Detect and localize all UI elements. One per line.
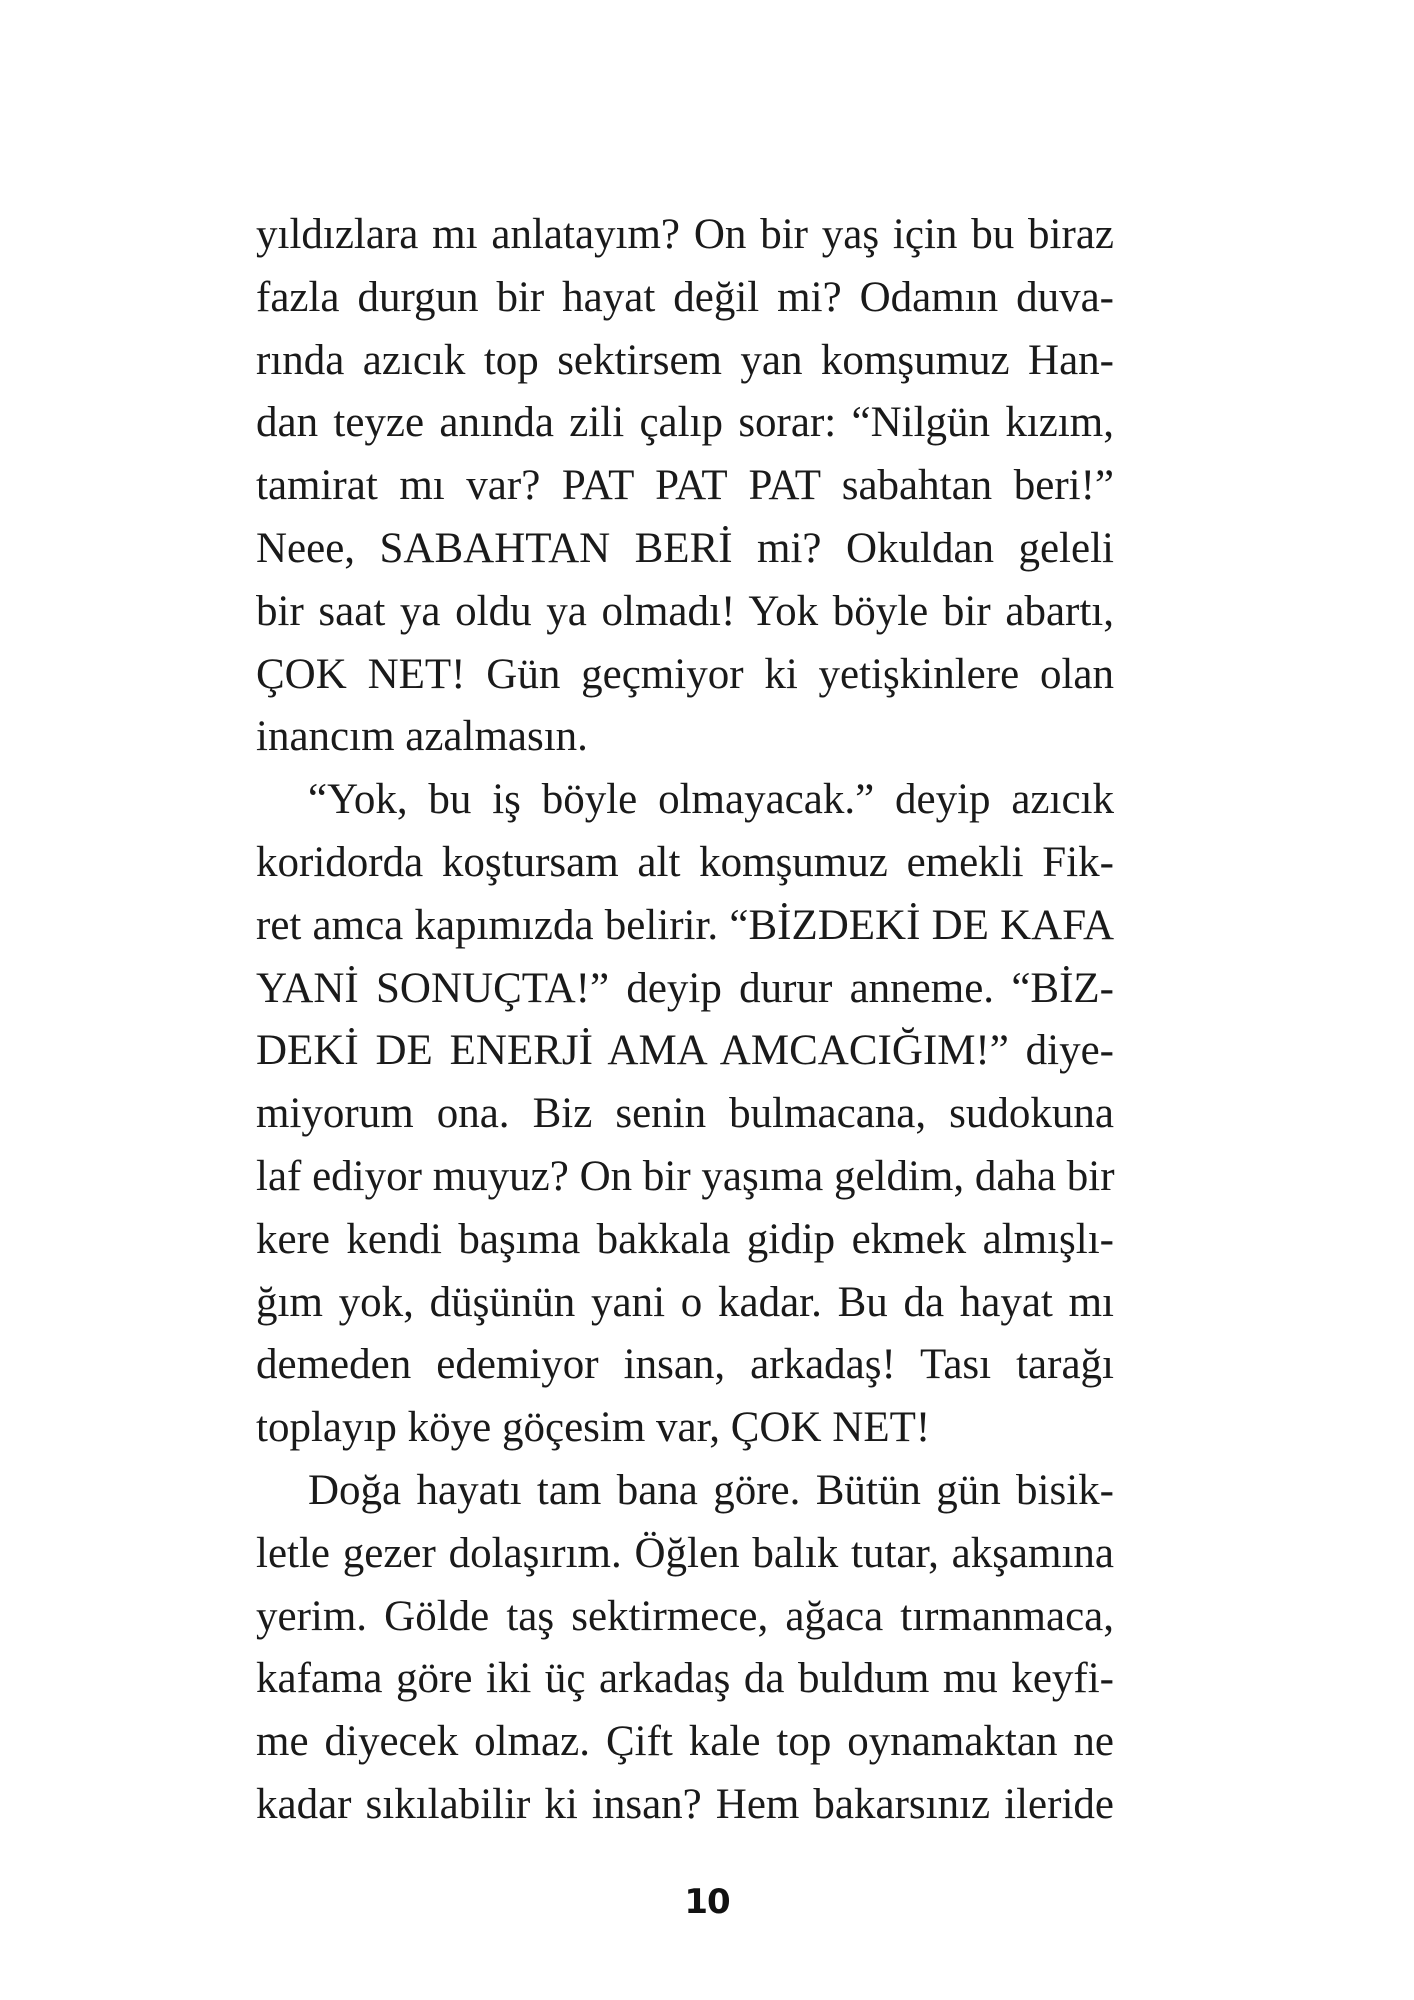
- text-line: inancım azalmasın.: [256, 713, 588, 761]
- text-line: Doğa hayatı tam bana göre. Bütün gün bisik-: [308, 1466, 1114, 1514]
- text-line: kadar sıkılabilir ki insan? Hem bakarsınız ileride: [256, 1780, 1114, 1828]
- text-line: ret amca kapımızda belirir. “BİZDEKİ DE KAFA: [256, 901, 1114, 949]
- text-line: kafama göre iki üç arkadaş da buldum mu keyfi-: [256, 1655, 1114, 1703]
- text-line: fazla durgun bir hayat değil mi? Odamın duva-: [256, 273, 1114, 321]
- text-line: kere kendi başıma bakkala gidip ekmek almışlı-: [256, 1215, 1114, 1263]
- text-line: Neee, SABAHTAN BERİ mi? Okuldan geleli: [256, 524, 1114, 572]
- text-line: demeden edemiyor insan, arkadaş! Tası tarağı: [256, 1341, 1114, 1389]
- text-line: DEKİ DE ENERJİ AMA AMCACIĞIM!” diye-: [256, 1027, 1114, 1075]
- text-line: koridorda koştursam alt komşumuz emekli Fik-: [256, 838, 1114, 886]
- text-line: me diyecek olmaz. Çift kale top oynamaktan ne: [256, 1718, 1114, 1766]
- text-line: YANİ SONUÇTA!” deyip durur anneme. “BİZ-: [256, 964, 1114, 1012]
- text-line: toplayıp köye göçesim var, ÇOK NET!: [256, 1404, 931, 1452]
- body-text: [256, 204, 1114, 1837]
- text-line: laf ediyor muyuz? On bir yaşıma geldim, daha bir: [256, 1152, 1115, 1200]
- text-line: yerim. Gölde taş sektirmece, ağaca tırmanmaca,: [256, 1592, 1114, 1640]
- page-number: 10: [684, 1882, 730, 1922]
- text-line: bir saat ya oldu ya olmadı! Yok böyle bir abartı,: [256, 587, 1114, 635]
- text-line: ğım yok, düşünün yani o kadar. Bu da hayat mı: [256, 1278, 1114, 1326]
- text-line: dan teyze anında zili çalıp sorar: “Nilgün kızım,: [256, 399, 1114, 447]
- text-line: yıldızlara mı anlatayım? On bir yaş için bu biraz: [256, 211, 1114, 258]
- text-line: letle gezer dolaşırım. Öğlen balık tutar, akşamına: [256, 1529, 1114, 1577]
- text-line: ÇOK NET! Gün geçmiyor ki yetişkinlere olan: [256, 650, 1114, 698]
- text-line: miyorum ona. Biz senin bulmacana, sudokuna: [256, 1090, 1114, 1138]
- text-line: rında azıcık top sektirsem yan komşumuz Han-: [256, 336, 1114, 384]
- text-line: “Yok, bu iş böyle olmayacak.” deyip azıcık: [308, 776, 1114, 824]
- text-line: tamirat mı var? PAT PAT PAT sabahtan beri!”: [256, 462, 1114, 510]
